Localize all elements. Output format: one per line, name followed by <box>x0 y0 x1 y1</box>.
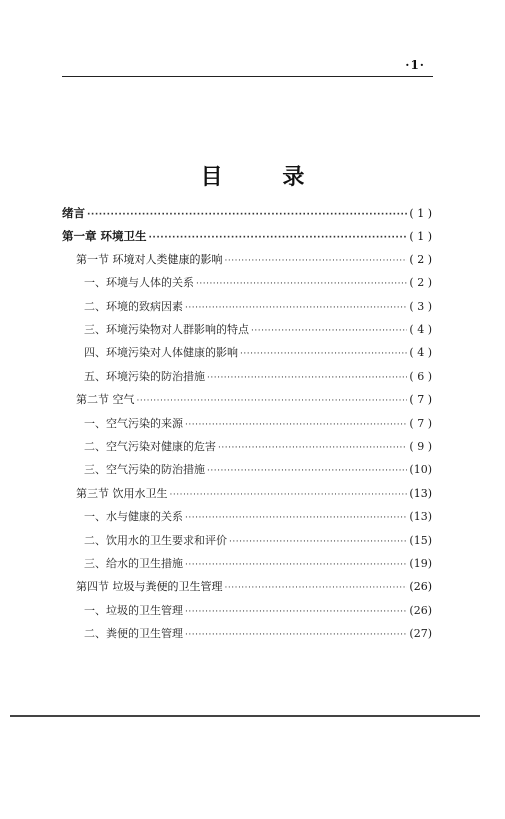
toc-entry-page: ( 1 ) <box>409 207 432 220</box>
toc-entry-page: ( 4 ) <box>409 323 432 336</box>
dot-leader <box>185 604 407 620</box>
toc-entry-page: (27) <box>409 627 432 641</box>
toc-entry-label: 二、环境的致病因素 <box>84 299 183 313</box>
toc-entry-label: 一、垃圾的卫生管理 <box>84 603 183 617</box>
dot-leader <box>87 207 407 223</box>
toc-entry <box>84 439 432 455</box>
toc-entry-page: ( 7 ) <box>409 393 432 407</box>
toc-entry-page: (26) <box>409 580 432 594</box>
toc-entry-label: 四、环境污染对人体健康的影响 <box>84 346 238 360</box>
toc-entry <box>62 205 432 221</box>
toc-entry <box>76 252 432 268</box>
toc-title: 目 录 <box>200 165 331 190</box>
toc-entry-page: ( 2 ) <box>409 276 432 290</box>
dot-leader <box>225 580 408 596</box>
toc-entry-page: ( 2 ) <box>409 252 432 266</box>
toc-entry-label: 绪言 <box>62 206 85 220</box>
toc-entry-label: 第四节 垃圾与粪便的卫生管理 <box>76 580 223 594</box>
toc-entry-page: (10) <box>409 463 432 477</box>
toc-entry-label: 三、给水的卫生措施 <box>84 557 183 570</box>
toc-entry-page: (13) <box>409 486 432 500</box>
toc-entry <box>84 533 432 549</box>
toc-entry-page: (19) <box>409 557 432 570</box>
toc-entry <box>84 462 432 478</box>
toc-entry <box>84 345 432 361</box>
dot-leader <box>229 534 407 550</box>
toc-entry-label: 三、环境污染物对人群影响的特点 <box>84 323 249 336</box>
toc-entry-page: ( 9 ) <box>409 440 432 453</box>
toc-entry-label: 三、空气污染的防治措施 <box>84 463 205 477</box>
toc-entry-label: 第一节 环境对人类健康的影响 <box>76 252 223 266</box>
toc-entry <box>84 556 432 572</box>
toc-entry <box>76 392 432 408</box>
toc-entry <box>84 416 432 432</box>
toc-entry <box>84 275 432 291</box>
toc-entry-page: (13) <box>409 510 432 524</box>
toc-entry-page: ( 3 ) <box>409 299 432 313</box>
dot-leader <box>218 440 407 456</box>
dot-leader <box>185 510 407 526</box>
dot-leader <box>225 253 408 269</box>
dot-leader <box>207 370 407 386</box>
toc-entry <box>76 486 432 502</box>
toc-entry <box>84 322 432 338</box>
toc-entry-label: 二、空气污染对健康的危害 <box>84 440 216 453</box>
toc-entry-page: ( 1 ) <box>409 230 432 244</box>
toc-entry <box>84 369 432 385</box>
dot-leader <box>170 487 408 503</box>
toc-entry-label: 二、粪便的卫生管理 <box>84 627 183 641</box>
toc-entry-page: ( 4 ) <box>409 346 432 360</box>
toc-entry-label: 一、水与健康的关系 <box>84 510 183 524</box>
toc-entry-label: 第一章 环境卫生 <box>62 229 147 244</box>
dot-leader <box>240 346 407 362</box>
toc-entry <box>62 228 432 244</box>
toc-entry-page: ( 6 ) <box>409 369 432 383</box>
footer-rule <box>10 715 480 717</box>
toc-entry-label: 第三节 饮用水卫生 <box>76 486 168 500</box>
toc-entry-page: (15) <box>409 533 432 547</box>
dot-leader <box>137 393 408 409</box>
dot-leader <box>207 463 407 479</box>
toc-entry <box>76 579 432 595</box>
toc-entry <box>84 603 432 619</box>
toc-entry-label: 二、饮用水的卫生要求和评价 <box>84 533 227 547</box>
dot-leader <box>251 323 407 339</box>
toc-entry-page: (26) <box>409 603 432 617</box>
dot-leader <box>149 230 408 246</box>
toc-entry-page: ( 7 ) <box>409 416 432 430</box>
dot-leader <box>185 627 407 643</box>
header-rule <box>62 76 433 77</box>
dot-leader <box>185 417 407 433</box>
dot-leader <box>185 557 407 573</box>
toc-entry-label: 五、环境污染的防治措施 <box>84 369 205 383</box>
page-number: ·1· <box>405 58 425 72</box>
toc-entry-label: 第二节 空气 <box>76 393 135 407</box>
toc-entry-label: 一、空气污染的来源 <box>84 416 183 430</box>
toc-entry <box>84 299 432 315</box>
dot-leader <box>185 300 407 316</box>
toc-entry <box>84 509 432 525</box>
dot-leader <box>196 276 407 292</box>
toc-entry <box>84 626 432 642</box>
toc-entry-label: 一、环境与人体的关系 <box>84 276 194 290</box>
